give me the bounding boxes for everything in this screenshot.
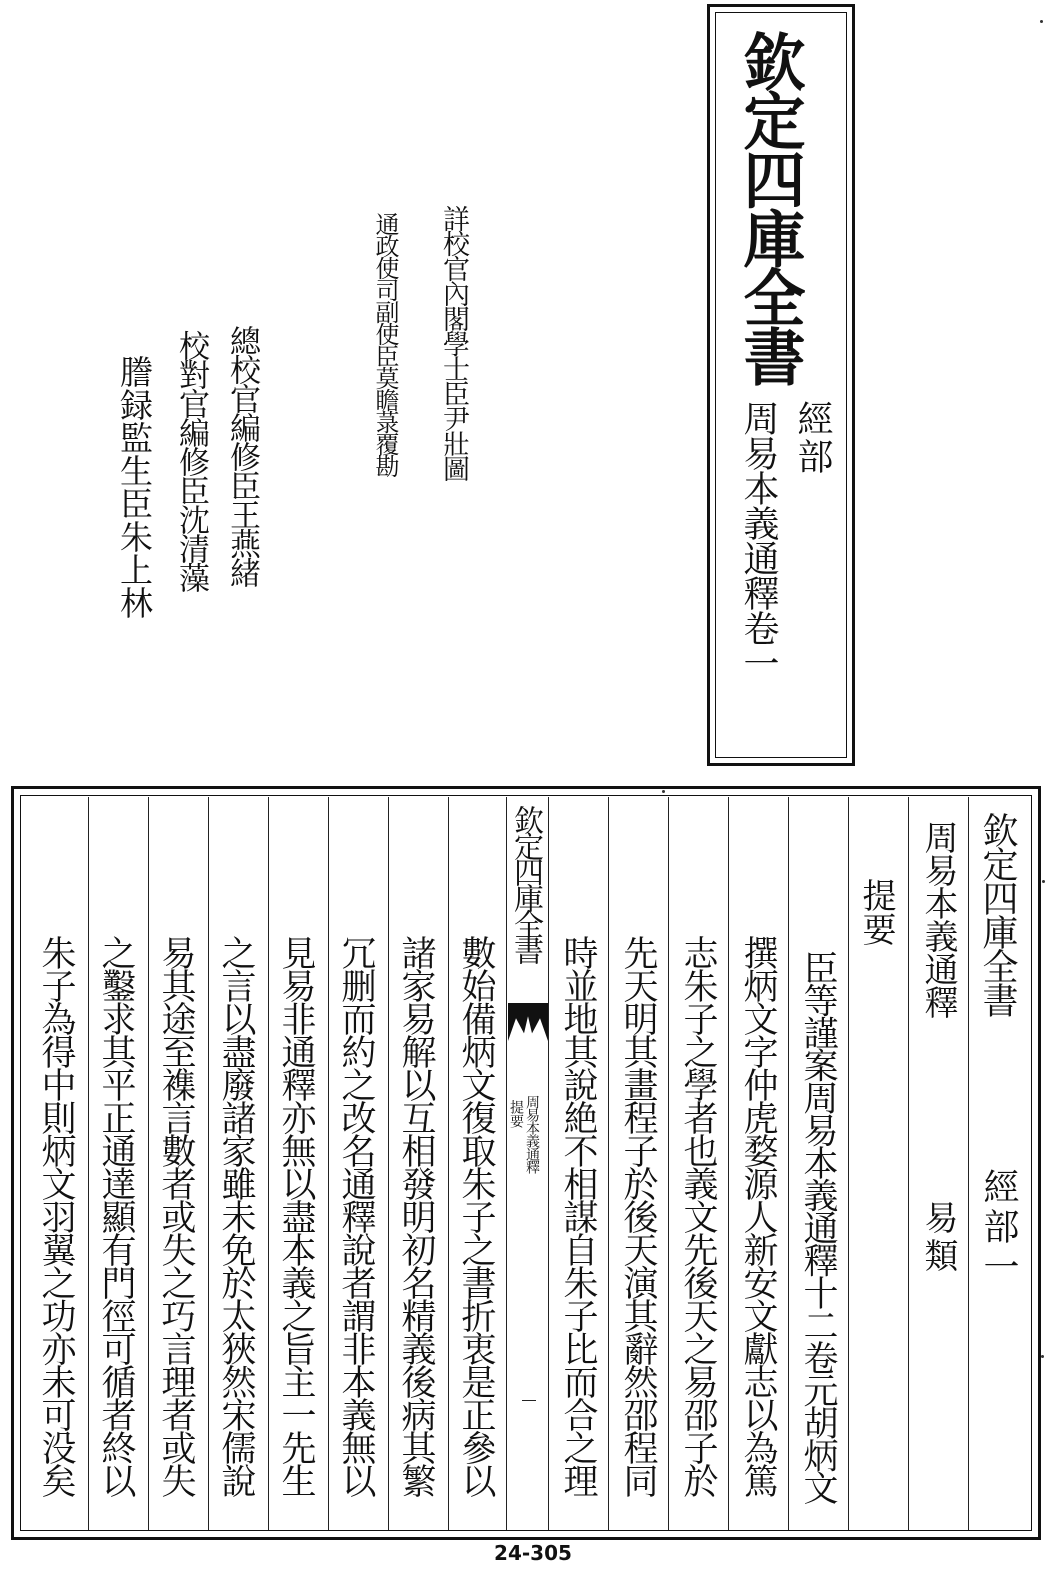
text-column-2: 撰炳文字仲虎婺源人新安文獻志以為篤 [738,935,778,1496]
text-column-1: 臣等謹案周易本義通釋十二卷元胡炳文 [798,950,838,1503]
text-column-3: 志朱子之學者也義文先後天之易邵子於 [678,935,718,1496]
page-category: 經部一 [978,1168,1019,1288]
volume-title: 周易本義通釋卷一 [738,400,779,680]
book-category: 易類 [918,1200,958,1276]
credit-copyist: 謄録監生臣朱上林 [115,355,154,619]
banner-foot-mark [522,1400,536,1401]
text-column-11: 易其途至襍言數者或失之巧言理者或失 [156,935,196,1496]
collection-title: 欽定四庫全書 [733,30,806,384]
credit-proofreader: 詳校官內閣學士臣尹壯圖 [438,205,469,480]
folio-number: 24-305 [494,1541,572,1565]
credit-collator: 校對官編修臣沈清藻 [173,330,209,591]
text-column-4: 先天明其畫程子於後天演其辭然邵程同 [618,935,658,1496]
text-column-9: 見易非通釋亦無以盡本義之旨主一先生 [276,935,316,1496]
text-column-10: 之言以盡廢諸家雖未免於太狹然宋儒說 [216,935,256,1496]
text-column-8: 冗删而約之改名通釋說者謂非本義無以 [336,935,376,1496]
text-column-13: 朱子為得中則炳文羽翼之功亦未可没矣 [36,935,76,1496]
text-column-7: 諸家易解以互相發明初名精義後病其繁 [396,935,436,1496]
text-column-12: 之鑿求其平正通達顯有門徑可循者終以 [96,935,136,1496]
text-column-5: 時並地其說絶不相謀自朱子比而合之理 [558,935,598,1496]
book-title: 周易本義通釋 [918,820,958,1018]
section-heading: 提要 [856,878,896,946]
banner-section: 提要 [508,1100,524,1128]
text-column-6: 數始備炳文復取朱子之書折衷是正參以 [456,935,496,1496]
banner-title: 欽定四庫全書 [508,805,543,961]
banner-book-title: 周易本義通釋 [524,1095,540,1173]
credit-deputy: 通政使司副使臣莫瞻菉覆勘 [371,212,399,476]
page-header-title: 欽定四庫全書 [977,812,1018,1016]
section-label: 經部 [792,400,833,476]
credit-chief-collator: 總校官編修臣王燕緒 [224,325,260,586]
